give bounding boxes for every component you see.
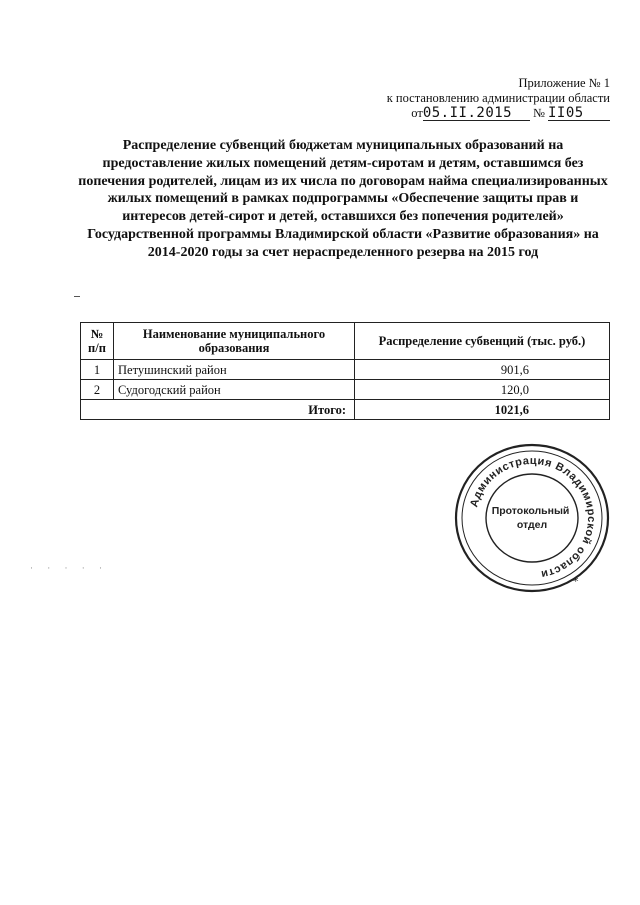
svg-text:*: * — [573, 575, 579, 588]
stamp-outer-text: Администрация Владимирской области — [468, 454, 598, 581]
row-name: Судогодский район — [114, 380, 355, 400]
scan-specks: · · · · · — [30, 563, 108, 573]
header-name: Наименование муниципального образования — [114, 323, 355, 360]
row-amount: 901,6 — [355, 360, 610, 380]
official-stamp — [453, 442, 611, 594]
row-name: Петушинский район — [114, 360, 355, 380]
total-label: Итого: — [81, 400, 355, 420]
resolution-number: II05 — [548, 107, 610, 121]
table-row — [81, 380, 610, 400]
table-header-row — [81, 323, 610, 360]
number-prefix: № — [532, 106, 545, 120]
row-num: 1 — [81, 360, 114, 380]
row-num: 2 — [81, 380, 114, 400]
appendix-resolution: к постановлению администрации области — [386, 91, 610, 105]
resolution-date: 05.II.2015 — [423, 107, 530, 121]
appendix-date-line — [387, 106, 610, 121]
row-amount: 120,0 — [355, 380, 610, 400]
table-row — [81, 360, 610, 380]
appendix-header — [387, 76, 610, 121]
document-title: Распределение субвенций бюджетам муниципальных образований на предоставление жилых помещений детям-сиротам и детям, оставшимся без попечения родителей, лицам из их числа по договорам найма специализированных жилых помещений в рамках подпрограммы «Обеспечение защиты прав и интересов детей-сирот и детей, оставшихся без попечения родителей» Государственной программы Владимирской области «Развитие образования» на 2014-2020 годы за счет нераспределенного резерва на 2015 год — [78, 138, 608, 260]
header-num: № п/п — [81, 323, 114, 360]
stamp-inner-line-2: отдел — [516, 519, 548, 531]
subsidy-table — [80, 322, 610, 420]
stamp-seal-icon — [453, 442, 611, 594]
header-amount: Распределение субвенций (тыс. руб.) — [355, 323, 610, 360]
margin-mark — [74, 296, 80, 297]
total-amount: 1021,6 — [355, 400, 610, 420]
date-prefix: от — [411, 106, 423, 120]
stamp-inner-line-1: Протокольный — [491, 505, 570, 517]
table-total-row — [81, 400, 610, 420]
svg-text:Протокольный отдел — [492, 505, 573, 531]
appendix-title: Приложение № 1 — [518, 76, 610, 90]
